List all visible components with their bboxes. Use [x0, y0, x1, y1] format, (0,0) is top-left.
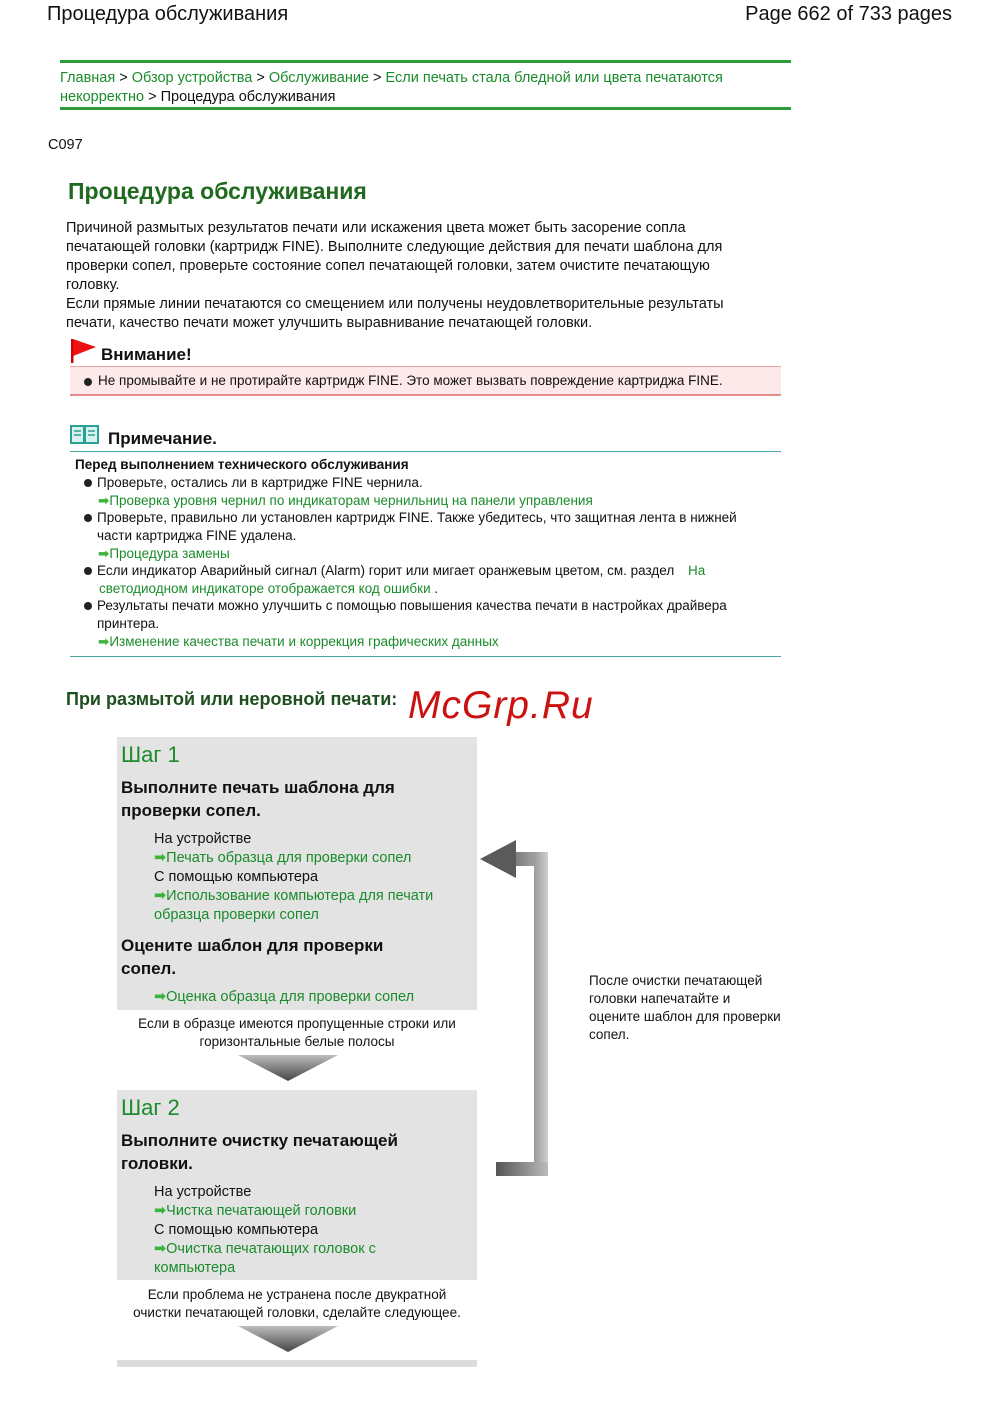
step-1-heading-2 — [121, 934, 383, 980]
step-1-computer-link-row — [154, 887, 433, 925]
breadcrumb — [60, 60, 791, 110]
link-print-quality[interactable]: Изменение качества печати и коррекция графических данных — [109, 634, 499, 649]
step-2-condition-line: Если проблема не устранена после двукратной — [147, 1287, 447, 1302]
note-item-3 — [97, 562, 705, 580]
link-error-code[interactable]: На — [687, 563, 706, 578]
link-nozzle-check-computer[interactable]: Использование компьютера для печати — [166, 888, 434, 904]
watermark: McGrp.Ru — [408, 684, 594, 727]
link-nozzle-check-print[interactable]: Печать образца для проверки сопел — [166, 850, 412, 866]
note-item-3-cont — [99, 580, 438, 598]
link-nozzle-check-computer-cont[interactable]: образца проверки сопел — [154, 907, 319, 923]
note-item-2 — [97, 509, 737, 545]
breadcrumb-link-faded-print[interactable]: Если печать стала бледной или цвета печатаются — [385, 70, 723, 86]
document-code: C097 — [48, 137, 83, 153]
loop-back-arrow-icon — [480, 840, 552, 1180]
note-item-3-text: Если индикатор Аварийный сигнал (Alarm) горит или мигает оранжевым цветом, см. раздел — [97, 563, 675, 578]
document-title: Процедура обслуживания — [47, 3, 289, 25]
note-item-4 — [97, 597, 727, 633]
page-title: Процедура обслуживания — [68, 178, 367, 204]
warning-box — [70, 366, 781, 396]
green-arrow-icon: ➡ — [98, 546, 110, 561]
loop-back-note-line: После очистки печатающей — [589, 973, 763, 988]
breadcrumb-link-home[interactable]: Главная — [60, 70, 116, 86]
step-1-on-device: На устройстве — [154, 831, 252, 847]
green-arrow-icon: ➡ — [98, 493, 110, 508]
step-2-device-link-row — [154, 1202, 356, 1221]
page-counter: Page 662 of 733 pages — [745, 3, 952, 25]
section-title: При размытой или неровной печати: — [66, 689, 398, 709]
breadcrumb-link-overview[interactable]: Обзор устройства — [131, 70, 253, 86]
down-arrow-icon — [238, 1055, 338, 1081]
down-arrow-icon — [238, 1326, 338, 1352]
intro-line: печати, качество печати может улучшить выравнивание печатающей головки. — [66, 315, 593, 331]
note-item-1: Проверьте, остались ли в картридже FINE чернила. — [97, 475, 423, 490]
step-1-on-computer: С помощью компьютера — [154, 869, 319, 885]
step-3-box-edge — [117, 1360, 477, 1367]
link-replacement-procedure[interactable]: Процедура замены — [109, 546, 230, 561]
breadcrumb-link-faded-print-cont[interactable]: некорректно — [60, 89, 145, 105]
step-2-box — [117, 1090, 477, 1280]
warning-title: Внимание! — [101, 345, 192, 364]
step-2-heading-line: Выполните очистку печатающей — [121, 1131, 398, 1150]
step-1-eval-link-row — [154, 988, 414, 1007]
step-2-computer-link-row — [154, 1240, 376, 1278]
link-head-cleaning-computer[interactable]: Очистка печатающих головок с — [166, 1241, 376, 1257]
loop-back-note — [589, 972, 789, 1044]
note-subtitle: Перед выполнением технического обслуживания — [75, 457, 409, 472]
red-flag-icon — [70, 337, 98, 365]
loop-back-note-line: головки напечатайте и — [589, 991, 731, 1006]
bullet-icon — [84, 602, 92, 610]
green-arrow-icon: ➡ — [154, 1203, 167, 1219]
bullet-icon — [84, 567, 92, 575]
step-1-heading — [121, 776, 395, 822]
step-1-heading-line: Выполните печать шаблона для — [121, 778, 395, 797]
loop-back-note-line: оцените шаблон для проверки — [589, 1009, 781, 1024]
bullet-icon — [84, 514, 92, 522]
step-1-device-link-row — [154, 849, 411, 868]
step-1-heading-2-line: Оцените шаблон для проверки — [121, 936, 384, 955]
green-arrow-icon: ➡ — [98, 634, 110, 649]
intro-paragraph — [66, 219, 786, 333]
breadcrumb-separator: > — [148, 89, 157, 105]
breadcrumb-separator: > — [373, 70, 382, 86]
green-arrow-icon: ➡ — [154, 1241, 167, 1257]
step-2-heading-line: головки. — [121, 1154, 193, 1173]
breadcrumb-current: Процедура обслуживания — [160, 89, 336, 105]
note-link-1-row — [98, 492, 593, 510]
note-item-4-line: Результаты печати можно улучшить с помощью повышения качества печати в настройках драйвера — [97, 598, 727, 613]
note-item-2-line: Проверьте, правильно ли установлен картридж FINE. Также убедитесь, что защитная лента в нижней — [97, 510, 737, 525]
note-divider-bottom — [70, 656, 781, 657]
step-1-condition — [117, 1015, 477, 1051]
note-link-2-row — [98, 545, 230, 563]
note-link-4-row — [98, 633, 499, 651]
link-head-cleaning[interactable]: Чистка печатающей головки — [166, 1203, 357, 1219]
warning-text: Не промывайте и не протирайте картридж FINE. Это может вызвать повреждение картриджа FINE. — [98, 373, 723, 388]
green-arrow-icon: ➡ — [154, 989, 167, 1005]
bullet-icon — [84, 378, 92, 386]
link-nozzle-check-eval[interactable]: Оценка образца для проверки сопел — [166, 989, 415, 1005]
note-item-2-line: части картриджа FINE удалена. — [97, 528, 297, 543]
step-1-condition-line: Если в образце имеются пропущенные строки или — [138, 1016, 456, 1031]
link-head-cleaning-computer-cont[interactable]: компьютера — [154, 1260, 236, 1276]
breadcrumb-link-maintenance[interactable]: Обслуживание — [268, 70, 369, 86]
loop-back-note-line: сопел. — [589, 1027, 630, 1042]
green-arrow-icon: ➡ — [154, 888, 167, 904]
intro-line: печатающей головки (картридж FINE). Выполните следующие действия для печати шаблона для — [66, 239, 723, 255]
step-2-heading — [121, 1129, 398, 1175]
breadcrumb-separator: > — [119, 70, 128, 86]
note-item-3-end: . — [434, 581, 439, 596]
step-2-condition-line: очистки печатающей головки, сделайте следующее. — [133, 1305, 461, 1320]
open-book-icon — [70, 424, 100, 446]
step-1-condition-line: горизонтальные белые полосы — [199, 1034, 395, 1049]
intro-line: Если прямые линии печатаются со смещением или получены неудовлетворительные результаты — [66, 296, 724, 312]
intro-line: головку. — [66, 277, 120, 293]
step-2-label: Шаг 2 — [121, 1095, 180, 1120]
link-ink-level-check[interactable]: Проверка уровня чернил по индикаторам чернильниц на панели управления — [109, 493, 593, 508]
step-2-on-computer: С помощью компьютера — [154, 1222, 319, 1238]
step-1-heading-line: проверки сопел. — [121, 801, 261, 820]
note-title: Примечание. — [108, 429, 217, 448]
intro-line: Причиной размытых результатов печати или искажения цвета может быть засорение сопла — [66, 220, 686, 236]
breadcrumb-separator: > — [256, 70, 265, 86]
note-item-4-line: принтера. — [97, 616, 160, 631]
link-error-code-cont[interactable]: светодиодном индикаторе отображается код ошибки — [99, 581, 431, 596]
intro-line: проверки сопел, проверьте состояние сопел печатающей головки, затем очистите печатающую — [66, 258, 710, 274]
green-arrow-icon: ➡ — [154, 850, 167, 866]
step-1-heading-2-line: сопел. — [121, 959, 177, 978]
step-2-condition — [117, 1286, 477, 1322]
bullet-icon — [84, 479, 92, 487]
note-divider-top — [70, 451, 781, 452]
step-2-on-device: На устройстве — [154, 1184, 252, 1200]
step-1-box — [117, 737, 477, 1010]
step-1-label: Шаг 1 — [121, 742, 180, 767]
